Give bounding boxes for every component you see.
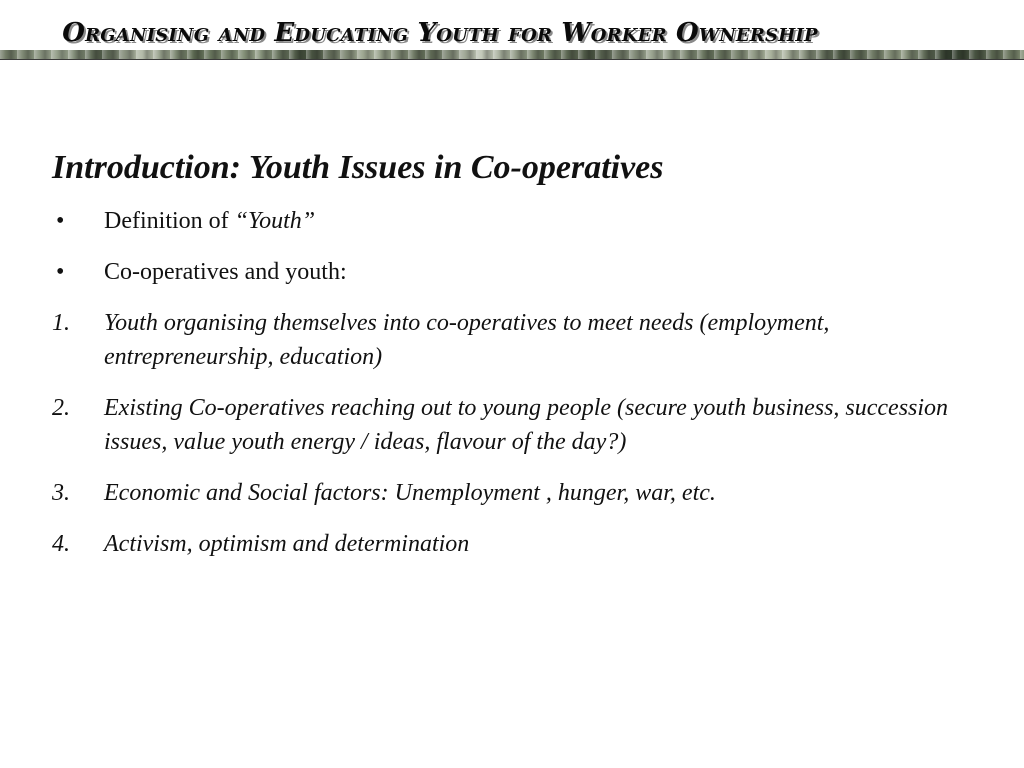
number-marker: 3. (52, 480, 70, 506)
numbered-text: Existing Co-operatives reaching out to young people (secure youth business, succession issues, value youth energy / ideas, flavour of the day?) (104, 395, 949, 455)
bullet-marker: • (56, 259, 65, 285)
numbered-text: Youth organising themselves into co-operatives to meet needs (employment, entrepreneurship, education) (104, 310, 830, 370)
bullet-item-youth-definition (52, 204, 992, 238)
bullet-emphasis: “Youth” (234, 208, 316, 234)
numbered-text: Activism, optimism and determination (104, 531, 470, 557)
bullet-text: Definition of (104, 208, 235, 234)
numbered-item-3 (52, 476, 992, 510)
numbered-item-2 (52, 391, 992, 459)
bullet-marker: • (56, 208, 65, 234)
numbered-item-4 (52, 527, 992, 561)
number-marker: 4. (52, 531, 70, 557)
numbered-text: Economic and Social factors: Unemployment , hunger, war, etc. (104, 480, 716, 506)
section-heading: Introduction: Youth Issues in Co-operatives (52, 149, 664, 186)
number-marker: 1. (52, 310, 70, 336)
slide-body (52, 146, 992, 578)
bullet-text: Co-operatives and youth: (104, 259, 347, 285)
slide-title: Organising and Educating Youth for Worker Ownership (62, 18, 818, 48)
numbered-item-1 (52, 306, 992, 374)
title-underline (0, 59, 1024, 60)
number-marker: 2. (52, 395, 70, 421)
bullet-item-cooperatives-and-youth (52, 255, 992, 289)
